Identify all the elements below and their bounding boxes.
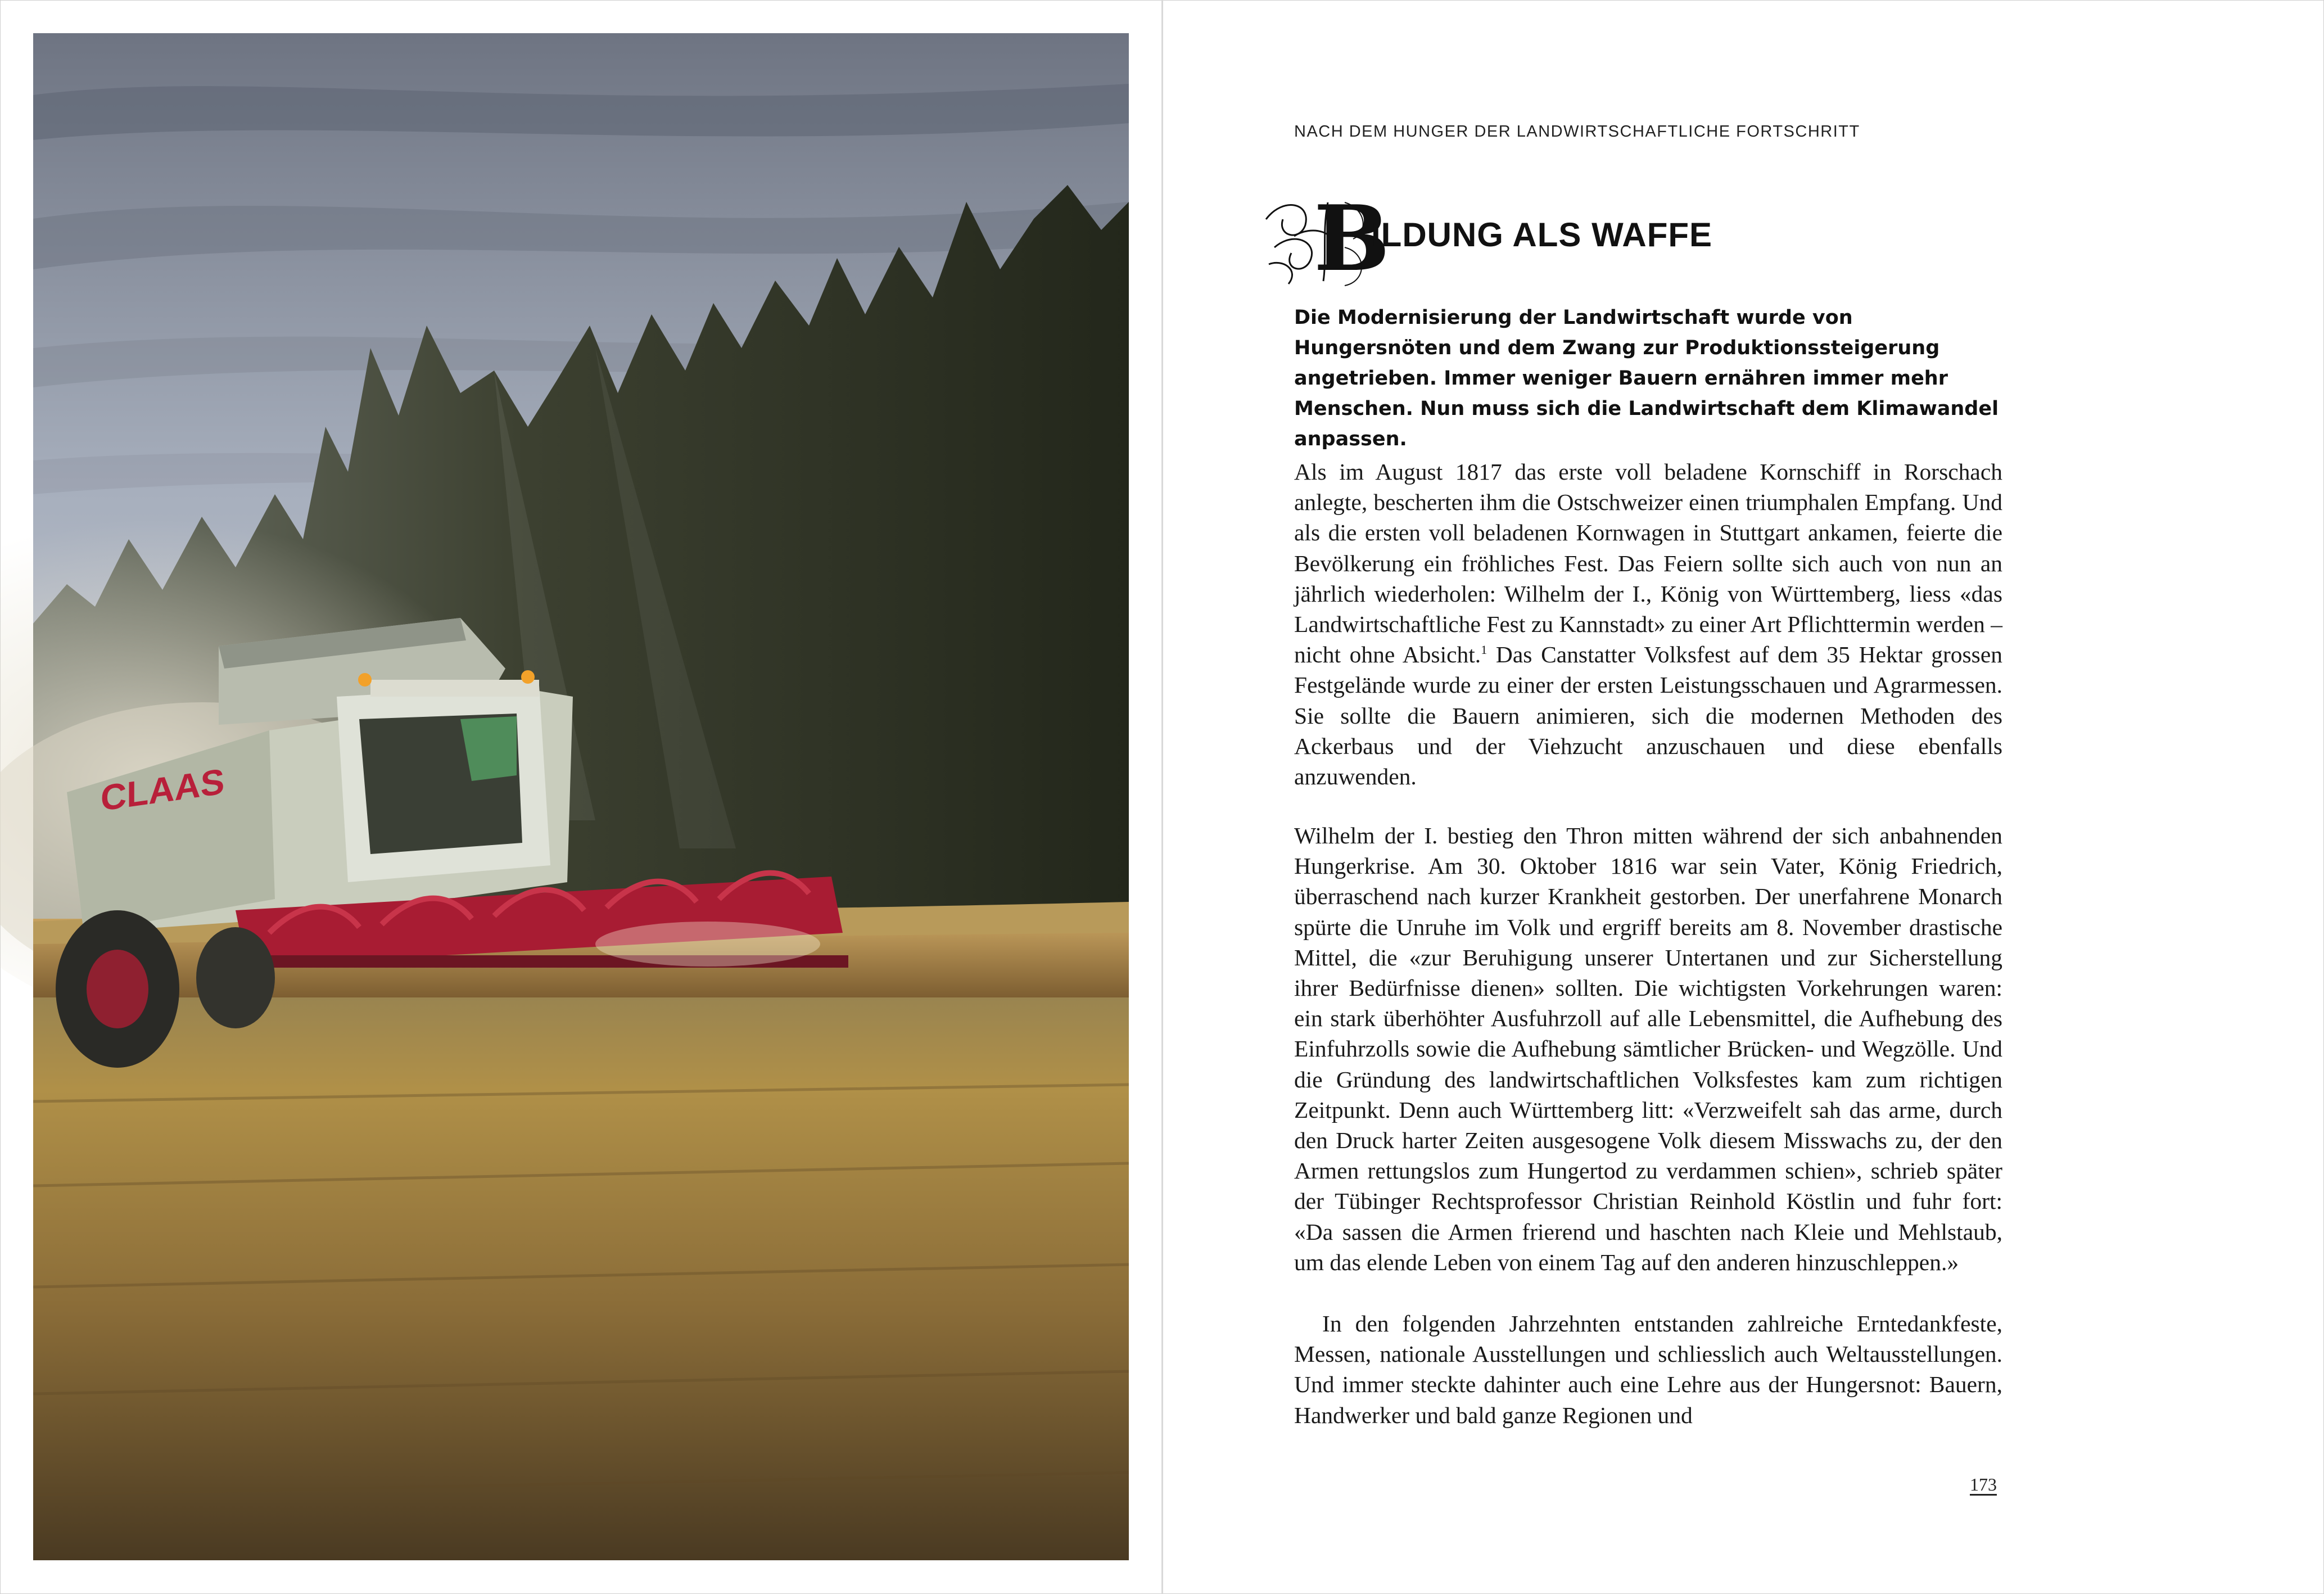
svg-text:B: B — [1314, 186, 1390, 291]
svg-text:CLAAS: CLAAS — [101, 761, 225, 819]
ornamental-initial — [1260, 186, 1390, 292]
paragraph-2-text: Wilhelm der I. bestieg den Thron mitten während der sich anbahnenden Hungerkrise. Am 30. Oktober 1816 war sein Vater, König Friedrich, überraschend nach kurzer Krankheit gestorben. Der unerfahrene Monarch spürte die Unruhe im Volk und ergriff bereits am 8. November drastische Mittel, die «zur Beruhigung unserer Untertanen und zur Sicherstellung ihrer Bedürfnisse dienen» sollten. Die wichtigsten Vorkehrungen waren: ein stark überhöhter Ausfuhrzoll auf alle Lebensmittel, die Aufhebung des Einfuhrzolls sowie die Aufhebung sämtlicher Brücken- und Wegzölle. Und die Gründung des landwirtschaftlichen Volksfestes kam zum richtigen Zeitpunkt. Denn auch Württemberg litt: «Verzweifelt sah das arme, durch den Druck harter Zeiten ausgesogene Volk diesem Misswachs zu, der den Armen rettungslos zum Hungertod zu verdammen schien», schrieb später der Tübinger Rechtsprofessor Christian Reinhold Köstlin und fuhr fort: «Da sassen die Armen frierend und haschten nach Kleie und Mehlstaub, um das elende Leben von einem Tag auf den anderen hinzuschleppen.» — [1294, 823, 2002, 1275]
paragraph-1-part-a: Als im August 1817 das erste voll beladene Kornschiff in Rorschach anlegte, bescherten ihm die Ostschweizer einen triumphalen Empfang. Und als die ersten voll beladenen Kornwagen in Stuttgart ankamen, feierte die Bevölkerung ein fröhliches Fest. Das Feiern sollte sich auch von nun an jährlich wiederholen: Wilhelm der I., König von Württemberg, liess «das Landwirtschaftliche Fest zu Kannstadt» zu einer Art Pflichttermin werden – nicht ohne Absicht. — [1294, 459, 2002, 668]
body-paragraph-3 — [1294, 1308, 2002, 1430]
body-paragraph-1 — [1294, 457, 2002, 792]
lead-paragraph: Die Modernisierung der Landwirtschaft wurde von Hungersnöten und dem Zwang zur Produktionssteigerung angetrieben. Immer weniger Bauern ernähren immer mehr Menschen. Nun muss sich die Landwirtschaft dem Klimawandel anpassen. — [1294, 306, 1999, 450]
chapter-title-text: ILDUNG ALS WAFFE — [1371, 216, 1713, 254]
page-number: 173 — [1970, 1474, 1997, 1494]
chapter-title — [1260, 186, 2047, 292]
running-head: NACH DEM HUNGER DER LANDWIRTSCHAFTLICHE FORTSCHRITT — [1294, 123, 1860, 141]
harvester-photo — [33, 33, 1129, 1560]
text-page — [1163, 0, 2324, 1594]
footnote-reference: 1 — [1481, 643, 1487, 657]
body-paragraph-2 — [1294, 820, 2002, 1277]
paragraph-3-text: In den folgenden Jahrzehnten entstanden zahlreiche Erntedankfeste, Messen, nationale Ausstellungen und schliesslich auch Weltausstellungen. Und immer steckte dahinter auch eine Lehre aus der Hungersnot: Bauern, Handwerker und bald ganze Regionen und — [1294, 1311, 2002, 1428]
paragraph-1-part-b: Das Canstatter Volksfest auf dem 35 Hektar grossen Festgelände wurde zu einer der ersten Leistungsschauen und Agrarmessen. Sie sollte die Bauern animieren, sich die modernen Methoden des Ackerbaus und der Viehzucht anzuschauen und diese ebenfalls anzuwenden. — [1294, 642, 2002, 790]
